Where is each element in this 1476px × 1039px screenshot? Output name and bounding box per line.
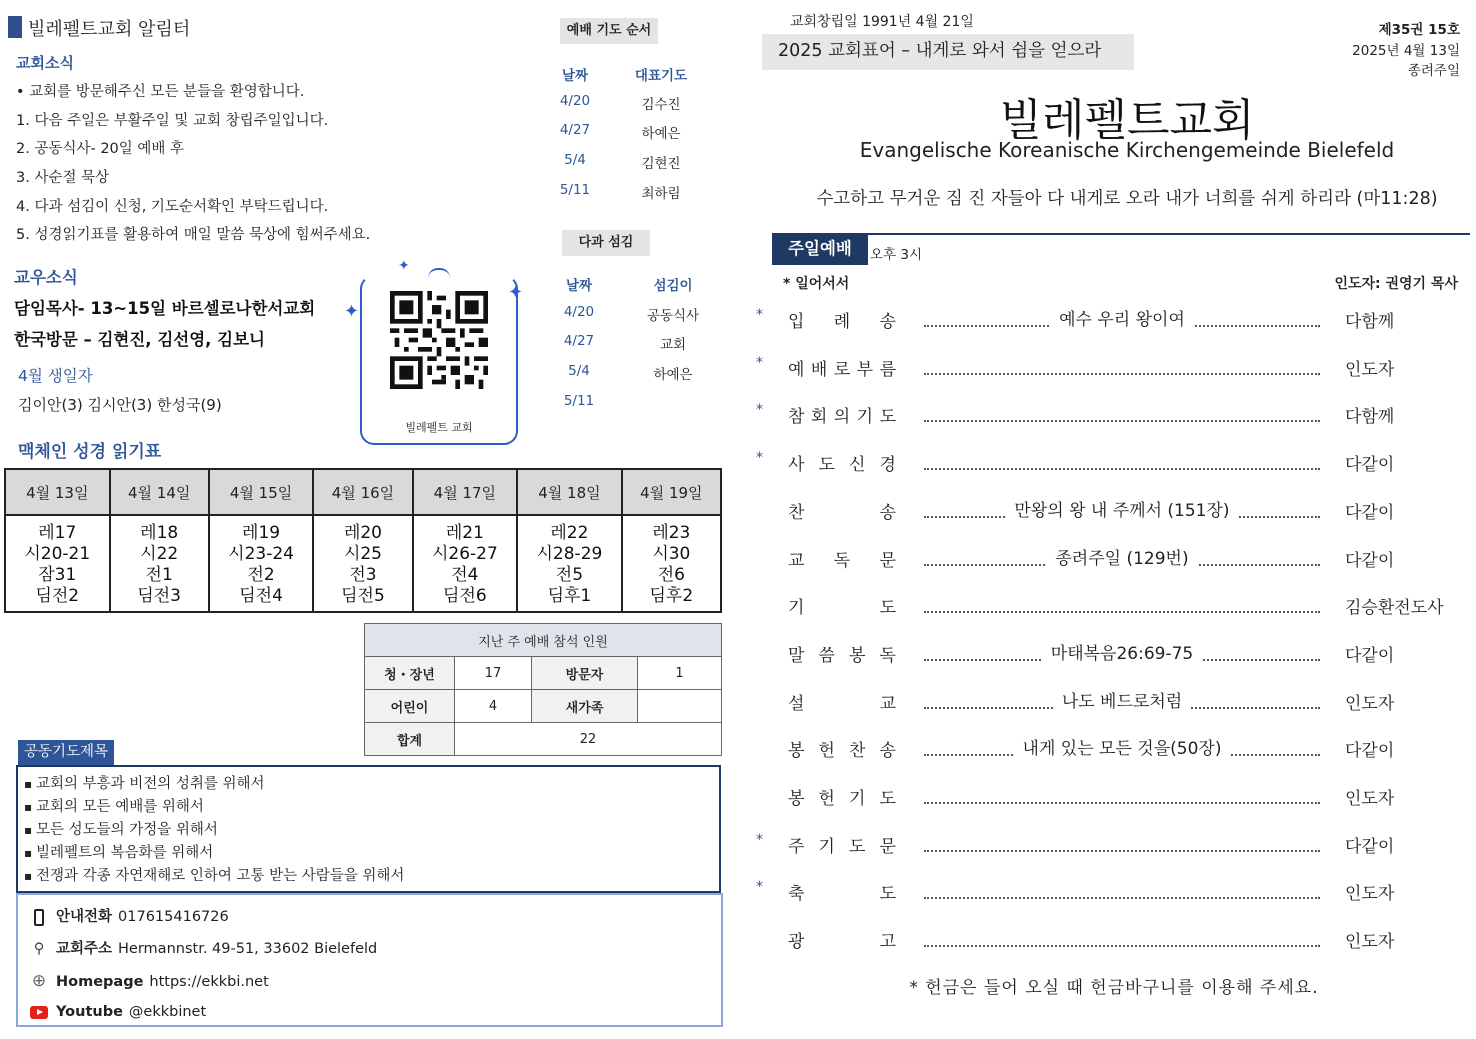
table-row — [365, 657, 722, 690]
worship-order-item — [756, 877, 1472, 907]
homepage-link[interactable]: https://ekkbi.net — [149, 974, 269, 990]
bible-readings-cell — [517, 515, 622, 612]
order-item-name: 봉 헌 찬 송 — [788, 741, 896, 762]
table-row — [365, 723, 722, 756]
order-item-name: 교 독 문 — [788, 550, 896, 571]
offering-note: * 헌금은 들어 오실 때 헌금바구니를 이용해 주세요. — [909, 978, 1319, 998]
bible-day-header: 4월 14일 — [110, 469, 209, 515]
common-prayer-list — [18, 767, 719, 888]
homepage-label: Homepage — [56, 974, 144, 990]
order-item-content-wrap — [924, 496, 1320, 521]
stand-marker: * — [756, 879, 763, 896]
reading: 전5 — [555, 565, 584, 585]
snack-date: 4/27 — [563, 333, 595, 349]
reading: 레19 — [242, 523, 281, 543]
worship-order-item — [756, 544, 1472, 574]
dotted-leader — [924, 931, 1320, 947]
worship-order-item — [756, 734, 1472, 764]
dotted-leader — [924, 788, 1320, 804]
phone-icon — [28, 905, 50, 929]
snack-service-heading: 다과 섬김 — [562, 230, 650, 256]
bible-readings-cell — [110, 515, 209, 612]
order-item-name: 주 기 도 문 — [788, 836, 896, 857]
snack-date: 5/11 — [563, 393, 595, 409]
order-item-content: 나도 베드로처럼 — [1054, 692, 1190, 712]
title-bar-decoration — [8, 16, 22, 38]
order-item-content-wrap — [924, 639, 1320, 664]
snack-col-person: 섬김이 — [653, 278, 693, 294]
reading: 시30 — [652, 544, 691, 564]
reading: 시22 — [140, 544, 179, 564]
stand-marker: * — [756, 354, 763, 371]
church-news-heading: 교회소식 — [16, 54, 74, 72]
issue-volume: 제35권 15호 — [1378, 22, 1460, 38]
list-item: ▪ 교회의 모든 예배를 위해서 — [24, 796, 719, 819]
snack-person: 교회 — [659, 337, 687, 353]
order-item-content: 예수 우리 왕이여 — [1051, 310, 1193, 330]
list-item: ▪ 빌레펠트의 복음화를 위해서 — [24, 842, 719, 865]
bulletin-title — [8, 14, 328, 40]
attendance-total: 22 — [455, 723, 722, 756]
order-item-name: 설 교 — [788, 693, 896, 714]
reading: 딤전6 — [443, 586, 487, 606]
order-item-name: 축 도 — [788, 884, 896, 905]
order-item-name: 광 고 — [788, 932, 896, 953]
stand-note: * 일어서서 — [783, 276, 850, 292]
bible-verse: 수고하고 무거운 짐 진 자들아 다 내게로 오라 내가 너희를 쉬게 하리라 (마11:28) — [816, 189, 1438, 209]
member-news-heading: 교우소식 — [14, 268, 78, 287]
news-item: 4. 다과 섬김이 신청, 기도순서확인 부탁드립니다. — [16, 199, 329, 215]
contact-youtube — [28, 1000, 206, 1024]
order-item-content: 종려주일 (129번) — [1047, 549, 1196, 569]
prayer-order-col-date: 날짜 — [561, 68, 589, 84]
reading: 전3 — [349, 565, 377, 585]
phone-label: 안내전화 — [56, 909, 113, 925]
order-item-name: 사 도 신 경 — [788, 455, 896, 476]
prayer-person: 최하림 — [641, 186, 681, 202]
attendance-table — [364, 623, 722, 756]
order-item-person: 인도자 — [1345, 884, 1395, 905]
smile-decoration-icon — [428, 268, 450, 278]
bible-day-header: 4월 18일 — [517, 469, 622, 515]
address-label: 교회주소 — [56, 941, 113, 957]
worship-order-item — [756, 448, 1472, 478]
service-leader: 인도자: 권영기 목사 — [1334, 276, 1458, 292]
stand-marker: * — [756, 450, 763, 467]
dotted-leader — [924, 406, 1320, 422]
attendance-value — [638, 690, 722, 723]
order-item-content: 마태복음26:69-75 — [1043, 644, 1201, 664]
reading: 레22 — [550, 523, 589, 543]
snack-date: 4/20 — [563, 304, 595, 320]
worship-order-item — [756, 687, 1472, 717]
table-header-row — [365, 624, 722, 657]
snack-col-date: 날짜 — [565, 278, 593, 294]
contact-phone — [28, 905, 229, 929]
reading: 전1 — [145, 565, 173, 585]
snack-person: 공동식사 — [646, 308, 700, 324]
worship-order-item — [756, 496, 1472, 526]
bible-day-header: 4월 15일 — [209, 469, 314, 515]
order-item-person: 김승환전도사 — [1345, 598, 1444, 619]
reading: 잠31 — [38, 565, 77, 585]
table-row — [365, 690, 722, 723]
worship-order-item — [756, 305, 1472, 335]
address-text: Hermannstr. 49-51, 33602 Bielefeld — [118, 941, 378, 957]
member-news-line: 담임목사- 13~15일 바르셀로나한서교회 — [14, 299, 316, 318]
bible-plan-heading: 맥체인 성경 읽기표 — [18, 442, 162, 462]
service-title: 주일예배 — [772, 233, 868, 265]
reading: 딤후1 — [547, 586, 592, 606]
birthday-heading: 4월 생일자 — [18, 367, 93, 385]
birthday-list: 김이안(3) 김시안(3) 한성국(9) — [18, 396, 222, 414]
attendance-heading: 지난 주 예배 참석 인원 — [365, 624, 722, 657]
sunday-name: 종려주일 — [1407, 63, 1460, 79]
service-header-line — [868, 233, 1470, 235]
attendance-label: 어린이 — [365, 690, 455, 723]
attendance-label: 새가족 — [532, 690, 638, 723]
order-item-person: 인도자 — [1345, 932, 1395, 953]
order-item-person: 인도자 — [1345, 359, 1395, 380]
bible-readings-cell — [622, 515, 721, 612]
bible-readings-cell — [413, 515, 518, 612]
attendance-label: 합계 — [365, 723, 455, 756]
star-icon: ✦ — [344, 301, 360, 322]
order-item-person: 다같이 — [1345, 645, 1395, 666]
worship-order-item — [756, 400, 1472, 430]
issue-date: 2025년 4월 13일 — [1352, 43, 1460, 59]
order-item-name: 기 도 — [788, 598, 896, 619]
phone-number[interactable]: 017615416726 — [118, 909, 229, 925]
common-prayer-box — [16, 765, 721, 893]
worship-order-item — [756, 591, 1472, 621]
reading: 딤전5 — [341, 586, 385, 606]
worship-order-item — [756, 782, 1472, 812]
reading: 전6 — [657, 565, 685, 585]
order-item-name: 참 회 의 기 도 — [788, 407, 896, 428]
reading: 딤전3 — [137, 586, 181, 606]
youtube-icon — [28, 1000, 50, 1024]
order-item-content-wrap — [924, 687, 1320, 712]
reading: 전4 — [451, 565, 479, 585]
reading: 딤전2 — [35, 586, 80, 606]
order-item-content: 내게 있는 모든 것을(50장) — [1015, 739, 1230, 759]
reading: 시26-27 — [431, 544, 498, 564]
stand-marker: * — [756, 831, 763, 848]
prayer-order-heading: 예배 기도 순서 — [560, 18, 658, 44]
order-item-person: 다함께 — [1345, 312, 1395, 332]
map-pin-icon: ⚲ — [33, 941, 45, 957]
order-item-name: 말 씀 봉 독 — [788, 645, 896, 666]
news-item: 2. 공동식사- 20일 예배 후 — [16, 141, 185, 157]
dotted-leader — [924, 836, 1320, 852]
order-item-name: 봉 헌 기 도 — [788, 789, 896, 809]
contact-homepage — [28, 969, 269, 993]
prayer-date: 5/11 — [559, 182, 591, 198]
worship-order-item — [756, 353, 1472, 383]
order-item-person: 다같이 — [1345, 836, 1395, 857]
prayer-person: 김현진 — [641, 156, 681, 172]
list-item: ▪ 모든 성도들의 가정을 위해서 — [24, 819, 719, 842]
contact-box — [16, 893, 723, 1027]
snack-date: 5/4 — [568, 363, 590, 379]
prayer-person: 하예은 — [641, 126, 681, 142]
reading: 시20-21 — [24, 544, 91, 564]
news-item: 1. 다음 주일은 부활주일 및 교회 창립주일입니다. — [16, 113, 329, 129]
reading: 전2 — [247, 565, 275, 585]
bible-day-header: 4월 16일 — [313, 469, 412, 515]
order-item-content-wrap — [924, 305, 1320, 330]
order-item-content-wrap — [924, 544, 1320, 569]
service-time: 오후 3시 — [870, 247, 923, 263]
worship-order-item — [756, 925, 1472, 955]
snack-person: 하예은 — [653, 367, 693, 383]
news-item: 5. 성경읽기표를 활용하여 매일 말씀 묵상에 힘써주세요. — [16, 227, 371, 243]
attendance-value: 1 — [638, 657, 722, 690]
dotted-leader — [924, 454, 1320, 470]
order-item-name: 예 배 로 부 름 — [788, 359, 896, 380]
list-item: ▪ 전쟁과 각종 자연재해로 인하여 고통 받는 사람들을 위해서 — [24, 865, 719, 888]
news-item: • 교회를 방문해주신 모든 분들을 환영합니다. — [16, 84, 305, 100]
order-item-content-wrap — [924, 734, 1320, 759]
prayer-date: 4/27 — [559, 122, 591, 138]
reading: 레17 — [38, 523, 77, 543]
news-item: 3. 사순절 묵상 — [16, 170, 110, 186]
bible-day-header: 4월 19일 — [622, 469, 721, 515]
bible-day-header: 4월 17일 — [413, 469, 518, 515]
table-row — [5, 515, 721, 612]
attendance-label: 방문자 — [532, 657, 638, 690]
prayer-person: 김수진 — [641, 97, 681, 113]
bible-readings-cell — [5, 515, 110, 612]
bible-reading-table — [4, 468, 722, 613]
worship-order-item — [756, 830, 1472, 860]
reading: 레23 — [652, 523, 691, 543]
qr-label: 빌레펠트 교회 — [405, 421, 473, 434]
order-item-person: 다같이 — [1345, 550, 1395, 571]
reading: 시25 — [343, 544, 382, 564]
reading: 딤후2 — [649, 586, 694, 606]
attendance-value: 17 — [455, 657, 532, 690]
reading: 시28-29 — [536, 544, 603, 564]
prayer-date: 5/4 — [564, 152, 586, 168]
bible-readings-cell — [209, 515, 314, 612]
order-item-person: 다같이 — [1345, 455, 1395, 476]
globe-icon: ⊕ — [31, 971, 47, 991]
order-item-person: 다같이 — [1345, 741, 1395, 762]
church-name: 빌레펠트교회 — [999, 95, 1255, 146]
contact-address — [28, 937, 377, 961]
attendance-label: 청・장년 — [365, 657, 455, 690]
youtube-handle[interactable]: @ekkbinet — [128, 1004, 207, 1020]
order-item-person: 인도자 — [1345, 693, 1395, 714]
member-news-line: 한국방문 – 김현진, 김선영, 김보니 — [14, 330, 265, 349]
order-item-person: 다같이 — [1345, 502, 1395, 523]
order-item-name: 찬 송 — [788, 502, 896, 523]
prayer-order-col-person: 대표기도 — [634, 68, 688, 84]
qr-card[interactable] — [360, 275, 518, 445]
reading: 딤전4 — [239, 586, 283, 606]
order-item-content: 만왕의 왕 내 주께서 (151장) — [1006, 501, 1237, 521]
church-motto: 2025 교회표어 – 내게로 와서 쉼을 얻으라 — [762, 34, 1134, 70]
prayer-date: 4/20 — [559, 93, 591, 109]
reading: 레21 — [445, 523, 484, 543]
stand-marker: * — [756, 307, 763, 323]
reading: 레18 — [140, 523, 179, 543]
youtube-label: Youtube — [56, 1004, 123, 1020]
common-prayer-heading: 공동기도제목 — [18, 740, 114, 765]
order-item-name: 입 례 송 — [788, 312, 896, 332]
list-item: ▪ 교회의 부흥과 비전의 성취를 위해서 — [24, 773, 719, 796]
qr-code-icon[interactable] — [390, 291, 488, 389]
stand-marker: * — [756, 402, 763, 419]
order-item-person: 다함께 — [1345, 407, 1395, 428]
star-icon: ✦ — [508, 282, 524, 303]
dotted-leader — [924, 597, 1320, 613]
star-icon: ✦ — [398, 258, 410, 274]
table-header-row — [5, 469, 721, 515]
dotted-leader — [924, 359, 1320, 375]
established-date: 교회창립일 1991년 4월 21일 — [790, 14, 974, 30]
worship-order-item — [756, 639, 1472, 669]
church-name-english: Evangelische Koreanische Kirchengemeinde Bielefeld — [859, 138, 1395, 162]
reading: 레20 — [343, 523, 382, 543]
bible-readings-cell — [313, 515, 412, 612]
attendance-value: 4 — [455, 690, 532, 723]
reading: 시23-24 — [228, 544, 294, 564]
order-item-person: 인도자 — [1345, 789, 1395, 809]
dotted-leader — [924, 883, 1320, 899]
bulletin-title-text: 빌레펠트교회 알림터 — [28, 19, 191, 40]
bible-day-header: 4월 13일 — [5, 469, 110, 515]
